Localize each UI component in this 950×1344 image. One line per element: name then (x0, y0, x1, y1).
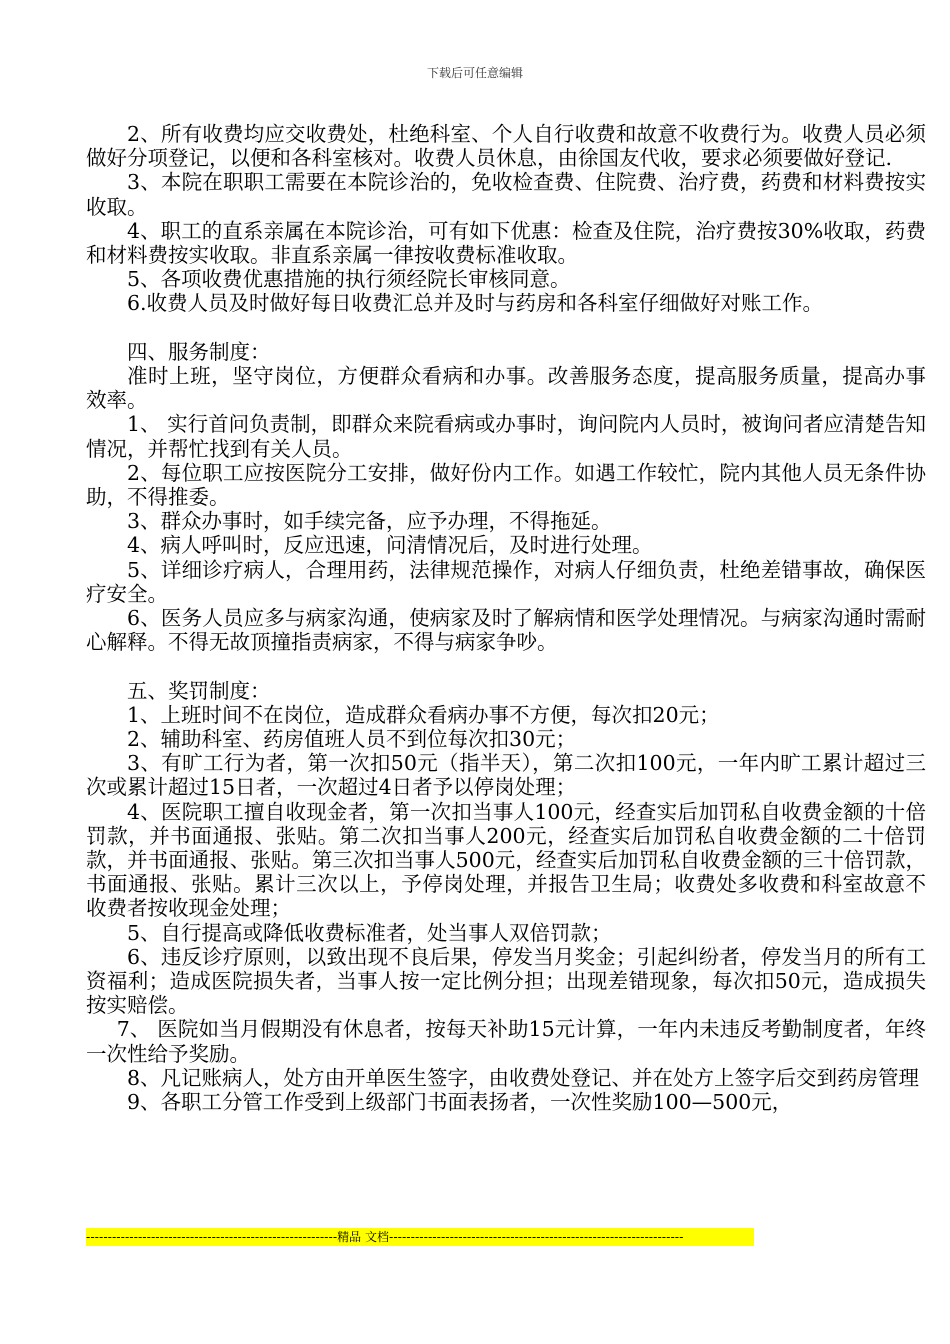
paragraph: 3、有旷工行为者，第一次扣50元（指半天），第二次扣100元，一年内旷工累计超过三次或累计超过15日者，一次超过4日者予以停岗处理； (86, 751, 926, 800)
page-header: 下载后可任意编辑 (426, 66, 523, 80)
section-heading: 四、服务制度： (127, 339, 271, 364)
paragraph: 准时上班，坚守岗位，方便群众看病和办事。改善服务态度，提高服务质量，提高办事效率。 (86, 364, 926, 413)
paragraph: 9、各职工分管工作受到上级部门书面表扬者，一次性奖励100—500元， (127, 1090, 793, 1115)
footer-banner (86, 1228, 754, 1246)
section-heading: 五、奖罚制度： (127, 678, 271, 703)
paragraph: 1、 实行首问负责制，即群众来院看病或办事时，询问院内人员时，被询问者应清楚告知情况，并帮忙找到有关人员。 (86, 412, 926, 461)
paragraph: 8、凡记账病人，处方由开单医生签字，由收费处登记、并在处方上签字后交到药房管理 (127, 1065, 920, 1090)
paragraph: 2、辅助科室、药房值班人员不到位每次扣30元； (127, 727, 577, 752)
paragraph: 5、各项收费优惠措施的执行须经院长审核同意。 (127, 267, 571, 292)
paragraph: 1、上班时间不在岗位，造成群众看病办事不方便，每次扣20元； (127, 702, 720, 727)
paragraph: 2、所有收费均应交收费处，杜绝科室、个人自行收费和故意不收费行为。收费人员必须做好分项登记，以便和各科室核对。收费人员休息，由徐国友代收，要求必须要做好登记. (86, 122, 926, 171)
paragraph: 2、每位职工应按医院分工安排，做好份内工作。如遇工作较忙，院内其他人员无条件协助，不得推委。 (86, 460, 926, 510)
paragraph: 5、详细诊疗病人，合理用药，法律规范操作，对病人仔细负责，杜绝差错事故，确保医疗安全。 (86, 557, 926, 606)
paragraph: 3、群众办事时，如手续完备，应予办理，不得拖延。 (127, 509, 612, 534)
footer-label: 精品 文档 (337, 1230, 389, 1244)
paragraph: 6、医务人员应多与病家沟通，使病家及时了解病情和医学处理情况。与病家沟通时需耐心解释。不得无故顶撞指责病家，不得与病家争吵。 (86, 606, 926, 655)
document-body (86, 122, 926, 1114)
blank-line (86, 654, 926, 678)
paragraph: 4、职工的直系亲属在本院诊治，可有如下优惠：检查及住院，治疗费按30%收取，药费和材料费按实收取。非直系亲属一律按收费标准收取。 (86, 218, 926, 268)
paragraph: 6.收费人员及时做好每日收费汇总并及时与药房和各科室仔细做好对账工作。 (127, 291, 824, 316)
paragraph: 4、医院职工擅自收现金者，第一次扣当事人100元，经查实后加罚私自收费金额的十倍罚款，并书面通报、张贴。第二次扣当事人200元，经查实后加罚私自收费金额的二十倍罚款，并书面通报、张贴。第三次扣当事人500元，经查实后加罚私自收费金额的三十倍罚款，书面通报、张贴。累计三次以上，予停岗处理，并报告卫生局；收费处多收费和科室故意不收费者按收现金处理； (86, 799, 926, 921)
blank-line (86, 316, 926, 340)
paragraph: 7、 医院如当月假期没有休息者，按每天补助15元计算，一年内未违反考勤制度者，年终一次性给予奖励。 (86, 1017, 926, 1066)
paragraph: 3、本院在职职工需要在本院诊治的，免收检查费、住院费、治疗费，药费和材料费按实收取。 (86, 170, 926, 219)
footer-right-dashes: -------------------------------------------------------------------- (388, 1230, 684, 1244)
paragraph: 6、违反诊疗原则，以致出现不良后果，停发当月奖金；引起纠纷者，停发当月的所有工资福利；造成医院损失者，当事人按一定比例分担；出现差错现象，每次扣50元，造成损失按实赔偿。 (86, 944, 926, 1018)
footer-left-dashes: ---------------------------------------------------------- (86, 1230, 338, 1244)
paragraph: 4、病人呼叫时，反应迅速，问清情况后，及时进行处理。 (127, 533, 653, 558)
paragraph: 5、自行提高或降低收费标准者，处当事人双倍罚款； (127, 920, 612, 945)
